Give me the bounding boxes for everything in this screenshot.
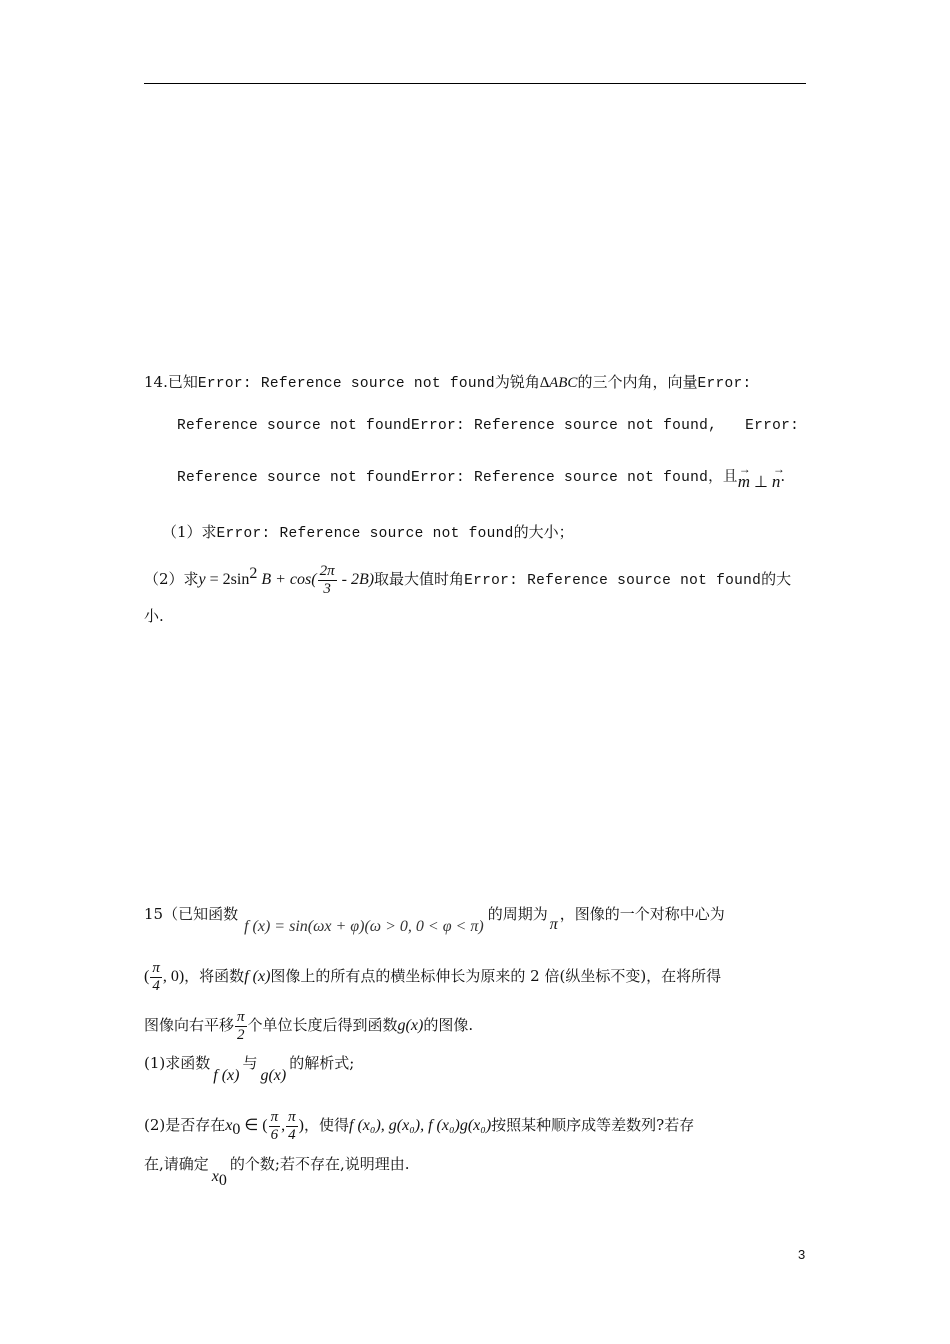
q15-p1-label: (1)求函数: [144, 1054, 211, 1072]
q14-p2-text-2: 的大: [761, 570, 792, 588]
q15-p2-den-2: 4: [288, 1126, 296, 1143]
q15-text: 的周期为: [487, 905, 548, 923]
q14-triangle: ∆ABC: [539, 375, 578, 391]
q14-error-ref-5: Reference source not foundError: Reference source not found，且: [177, 470, 738, 486]
q14-p1-label: （1）求: [162, 523, 217, 541]
q14-line-3: [177, 466, 786, 491]
q15-p2-text: ，使得: [303, 1116, 349, 1134]
q14-text: 为锐角: [494, 373, 540, 391]
q15-num: π: [152, 959, 160, 976]
vector-m: → m: [738, 472, 750, 492]
q14-p2-expr-3: - 2B): [337, 571, 375, 588]
q15-text-6: 个单位长度后得到函数: [247, 1016, 398, 1034]
q14-period: .: [780, 467, 786, 485]
vector-n: → n: [772, 472, 781, 492]
q15-p2-label: (2)是否存在: [144, 1116, 226, 1134]
q14-line-2: [177, 414, 799, 436]
q15-line-3: [144, 1005, 473, 1046]
q14-p2-den: 3: [323, 580, 331, 597]
q14-part-2-cont: [144, 606, 164, 626]
q15-p2-text-2: 按照某种顺序成等差数列?若存: [491, 1116, 695, 1134]
q15-p3-text-2: 的个数;若不存在,说明理由.: [229, 1155, 410, 1173]
q14-p2-square: 2: [249, 565, 258, 582]
q15-den-2: 2: [237, 1026, 245, 1043]
q15-p3-text: 在,请确定: [144, 1155, 209, 1173]
q15-intro: 15（已知函数: [144, 905, 239, 923]
q15-part-1: [144, 1053, 355, 1084]
q14-part-2: [144, 556, 791, 599]
q14-p2-label: （2）求: [144, 570, 199, 588]
q14-p2-y: y: [198, 571, 206, 588]
q15-part-2-cont: [144, 1154, 410, 1189]
q15-gx: g(x): [397, 1017, 424, 1034]
q15-p2-num-2: π: [288, 1108, 296, 1125]
q15-p2-in: ∈ (: [240, 1117, 268, 1134]
q15-p1-text: 与: [242, 1054, 258, 1072]
q15-num-2: π: [237, 1008, 245, 1025]
q15-paren-close: , 0): [162, 968, 185, 985]
q14-line-1: [144, 372, 751, 394]
q15-p2-x0-sub: 0: [232, 1121, 241, 1138]
q15-fraction-pi-4: [150, 960, 162, 995]
q15-text-5: 图像向右平移: [144, 1016, 235, 1034]
q14-error-ref-2: Error:: [697, 376, 752, 392]
q15-text-2: ，图像的一个对称中心为: [559, 905, 725, 923]
header-rule: [144, 83, 806, 84]
q14-error-ref-7: Error: Reference source not found: [464, 573, 762, 589]
q15-fx: f (x): [244, 968, 271, 985]
q15-p2-fraction-1: [269, 1109, 281, 1144]
q15-line-1: [144, 904, 725, 935]
q15-paren: (: [144, 968, 150, 985]
q15-text-4: 图像上的所有点的横坐标伸长为原来的 2 倍(纵坐标不变)，在将所得: [270, 967, 722, 985]
q14-p1-text: 的大小；: [513, 523, 574, 541]
q14-error-ref-6: Error: Reference source not found: [216, 526, 514, 542]
q15-pi: π: [549, 916, 558, 933]
q15-text-3: ，将函数: [184, 967, 245, 985]
q15-den: 4: [152, 977, 160, 994]
q14-error-ref-4: Error:: [745, 418, 800, 434]
q15-p2-den-1: 6: [270, 1126, 279, 1143]
q15-p2-terms: f (x₀), g(x₀), f (x₀)g(x₀): [349, 1117, 492, 1134]
q15-p1-text-2: 的解析式;: [289, 1054, 355, 1072]
q14-p2-expr: = 2sin: [205, 571, 250, 588]
q14-error-ref-3: Reference source not foundError: Reference source not found,: [177, 418, 718, 434]
q15-p3-x0-sub: 0: [218, 1172, 227, 1189]
q15-part-2: [144, 1105, 694, 1150]
q15-fraction-pi-2: [235, 1009, 247, 1044]
q15-p2-comma: ,: [281, 1117, 286, 1134]
q14-p2-text: 取最大值时角: [374, 570, 465, 588]
q14-p2-fraction: [318, 563, 337, 598]
q14-text-2: 的三个内角，向量: [577, 373, 698, 391]
q15-p2-fraction-2: [286, 1109, 298, 1144]
q15-p1-fx: f (x): [213, 1067, 240, 1084]
q14-p2-num: 2π: [319, 562, 335, 579]
q15-p3-x0: x: [211, 1168, 219, 1185]
q14-p2-text-3: 小.: [144, 607, 164, 625]
perp-symbol: ⊥: [753, 474, 768, 491]
q15-line-2: [144, 956, 721, 997]
q15-text-7: 的图像.: [423, 1016, 474, 1034]
q15-function: f (x) = sin(ωx + φ)(ω > 0, 0 < φ < π): [244, 918, 484, 935]
q15-p2-x0: x: [225, 1117, 233, 1134]
q14-p2-expr-2: B + cos(: [257, 571, 317, 588]
page-number: 3: [798, 1247, 806, 1262]
q14-part-1: [162, 522, 574, 544]
q14-intro: 14.已知: [144, 373, 198, 391]
q14-error-ref-1: Error: Reference source not found: [197, 376, 495, 392]
q15-p2-num-1: π: [270, 1108, 279, 1125]
q15-p1-gx: g(x): [260, 1067, 287, 1084]
q15-p2-close: ): [298, 1117, 304, 1134]
